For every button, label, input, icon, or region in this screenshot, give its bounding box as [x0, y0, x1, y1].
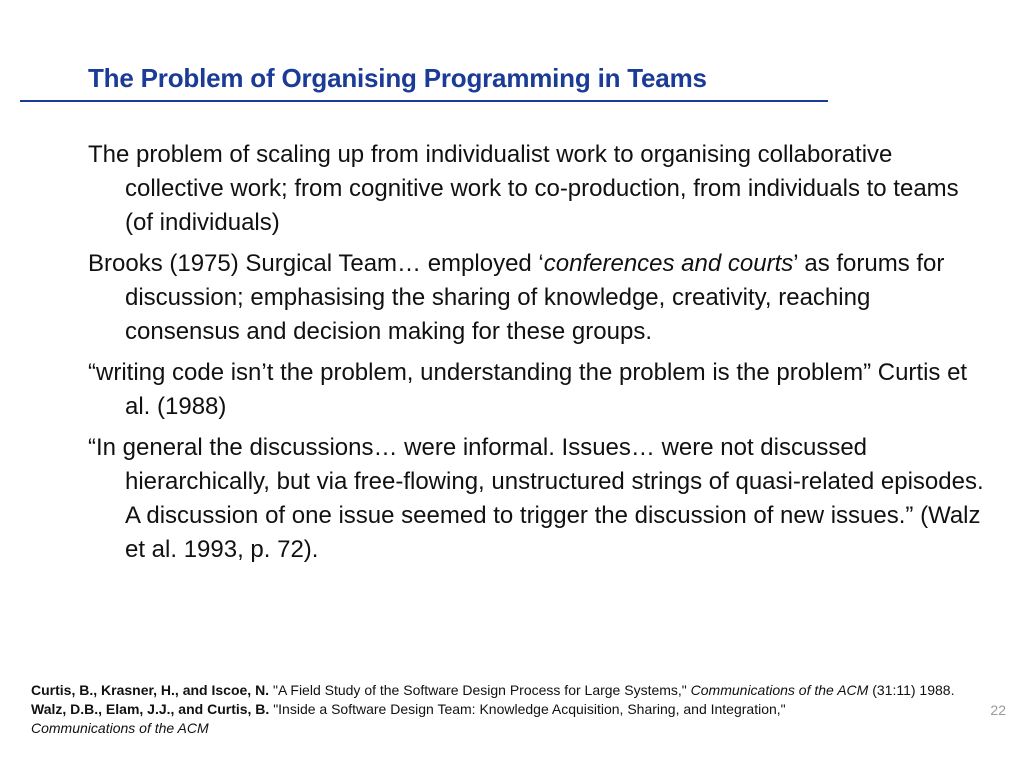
reference-journal: Communications of the ACM — [31, 720, 209, 736]
bullet-item-brooks — [88, 247, 988, 349]
bullet-item-scaling: The problem of scaling up from individualist work to organising collaborative collective work; from cognitive work to co-production, from individuals to teams (of individuals) — [88, 141, 959, 236]
reference-item — [31, 700, 971, 738]
reference-authors: Walz, D.B., Elam, J.J., and Curtis, B. — [31, 701, 270, 717]
reference-details: (31:11) 1988. — [868, 682, 955, 698]
references — [31, 681, 971, 738]
bullet-list — [88, 138, 988, 574]
bullet-item-curtis-quote: “writing code isn’t the problem, understanding the problem is the problem” Curtis et al. (1988) — [88, 359, 968, 420]
bullet-item-walz-quote: “In general the discussions… were informal. Issues… were not discussed hierarchically, but via free-flowing, unstructured strings of quasi-related episodes. A discussion of one issue seemed to trigger the discussion of new issues.” (Walz et al. 1993, p. 72). — [88, 434, 984, 563]
reference-item — [31, 681, 971, 700]
reference-journal: Communications of the ACM — [690, 682, 869, 698]
reference-authors: Curtis, B., Krasner, H., and Iscoe, N. — [31, 682, 270, 698]
reference-title: "A Field Study of the Software Design Process for Large Systems," — [269, 682, 691, 698]
brooks-emphasis: conferences and courts — [543, 250, 794, 277]
reference-title: "Inside a Software Design Team: Knowledge Acquisition, Sharing, and Integration," — [269, 701, 786, 717]
brooks-text-before: Brooks (1975) Surgical Team… employed ‘ — [88, 250, 544, 277]
slide-title: The Problem of Organising Programming in Teams — [88, 63, 707, 93]
page-number: 22 — [990, 702, 1006, 718]
title-divider — [20, 100, 828, 102]
brooks-text-after: ’ as forums for discussion; emphasising the sharing of knowledge, creativity, reaching consensus and decision making for these groups. — [125, 250, 945, 345]
